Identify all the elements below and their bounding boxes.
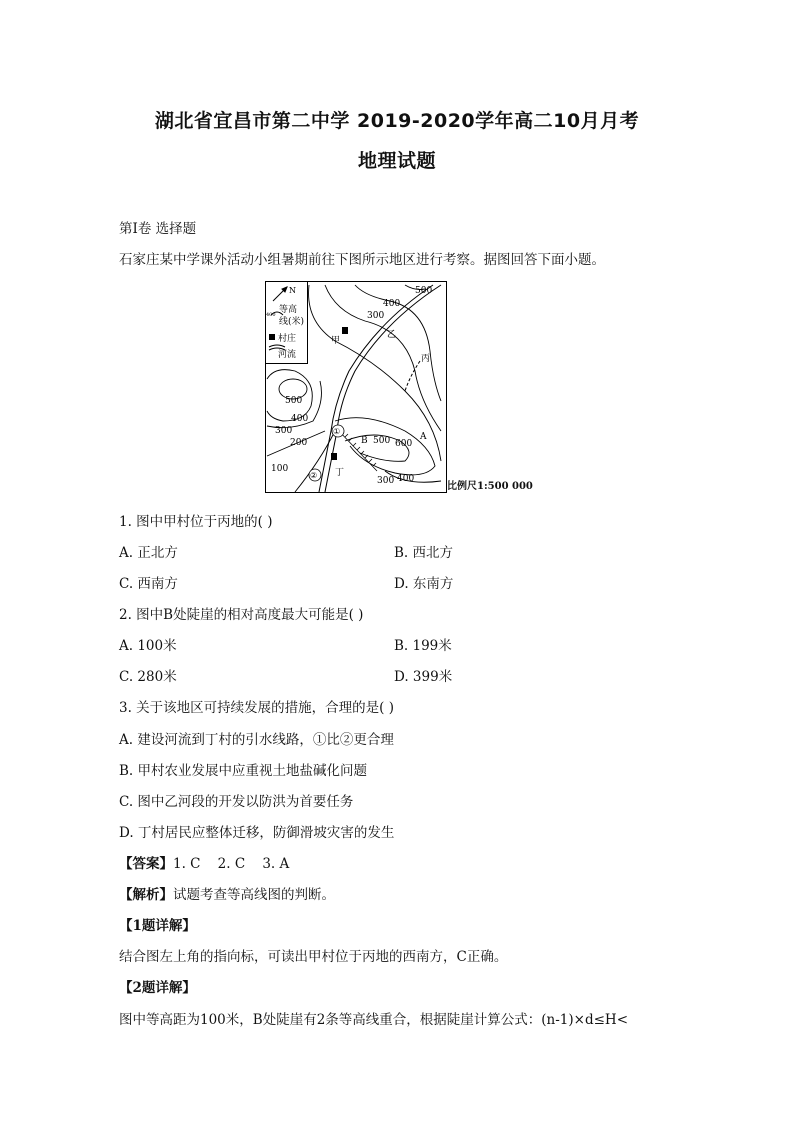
contour-label-300-top: 300: [367, 311, 385, 321]
label-bing: 丙: [421, 354, 431, 364]
contour-map: [265, 281, 447, 493]
legend-river-icon: [269, 345, 285, 347]
question-1-option-d: D. 东南方: [394, 576, 454, 592]
question-3-option-b: B. 甲村农业发展中应重视土地盐碱化问题: [119, 763, 368, 779]
detail-1-label: 【1题详解】: [119, 918, 196, 934]
contour-label-600: 600: [395, 439, 413, 449]
question-2-option-b: B. 199米: [394, 638, 452, 654]
answer-text: 1. C 2. C 3. A: [173, 856, 290, 872]
contour-label-300-bottom: 300: [377, 476, 395, 486]
question-3-stem: 3. 关于该地区可持续发展的措施，合理的是( ): [119, 700, 394, 716]
contour-label-100: 100: [271, 464, 289, 474]
detail-2-label: 【2题详解】: [119, 980, 196, 996]
answer-label: 【答案】: [119, 856, 173, 872]
question-1-option-a: A. 正北方: [119, 545, 178, 561]
map-scale: 比例尺1:500 000: [447, 481, 533, 492]
question-1-option-c: C. 西南方: [119, 576, 178, 592]
question-2-option-c: C. 280米: [119, 669, 177, 685]
question-3-option-c: C. 图中乙河段的开发以防洪为首要任务: [119, 794, 354, 810]
question-1-option-b: B. 西北方: [394, 545, 454, 561]
analysis-text: 试题考查等高线图的判断。: [173, 887, 335, 903]
legend-contour-label: 等高: [279, 305, 298, 315]
contour-label-500-right: 500: [373, 436, 391, 446]
section-heading: 第Ⅰ卷 选择题: [119, 221, 197, 237]
question-2-stem: 2. 图中B处陡崖的相对高度最大可能是( ): [119, 607, 364, 623]
legend-village-icon: [269, 334, 275, 340]
question-3-option-a: A. 建设河流到丁村的引水线路，①比②更合理: [119, 732, 394, 748]
question-2-option-d: D. 399米: [394, 669, 453, 685]
label-yi: 乙: [387, 330, 397, 340]
question-2-option-a: A. 100米: [119, 638, 177, 654]
legend-contour-unit: 线(米): [279, 317, 305, 327]
question-intro: 石家庄某中学课外活动小组暑期前往下图所示地区进行考察。据图回答下面小题。: [119, 252, 605, 268]
north-label: N: [289, 286, 296, 295]
legend-contour-value: 400: [266, 312, 276, 318]
contour-label-400-top: 400: [383, 299, 401, 309]
label-jia: 甲: [331, 336, 341, 346]
contour-label-400-left: 400: [291, 414, 309, 424]
analysis-line: [119, 883, 335, 903]
label-route-2: ②: [310, 471, 318, 480]
page-subtitle: 地理试题: [357, 150, 436, 172]
detail-1-text: 结合图左上角的指向标，可读出甲村位于丙地的西南方，C正确。: [119, 949, 508, 965]
label-ding: 丁: [335, 468, 345, 478]
legend-village-label: 村庄: [278, 334, 297, 344]
question-1-stem: 1. 图中甲村位于丙地的( ): [119, 514, 273, 530]
contour-600-east: [335, 418, 435, 475]
contour-label-500-left: 500: [285, 396, 303, 406]
legend-river-label: 河流: [278, 350, 297, 360]
contour-label-500-top: 500: [415, 286, 433, 296]
label-route-1: ①: [333, 427, 341, 436]
village-jia-icon: [342, 327, 348, 334]
page-title: 湖北省宜昌市第二中学 2019-2020学年高二10月月考: [154, 110, 640, 132]
contour-label-200: 200: [290, 438, 308, 448]
contour-label-300-left: 300: [275, 426, 293, 436]
answer-line: [119, 852, 289, 872]
label-A: A: [420, 432, 427, 442]
analysis-label: 【解析】: [119, 887, 173, 903]
label-B: B: [361, 436, 368, 446]
question-3-option-d: D. 丁村居民应整体迁移，防御滑坡灾害的发生: [119, 825, 395, 841]
village-ding-icon: [331, 453, 337, 460]
detail-2-text: 图中等高距为100米，B处陡崖有2条等高线重合，根据陡崖计算公式：(n-1)×d≤H<: [119, 1012, 629, 1028]
contour-label-400-bottom: 400: [397, 474, 415, 484]
